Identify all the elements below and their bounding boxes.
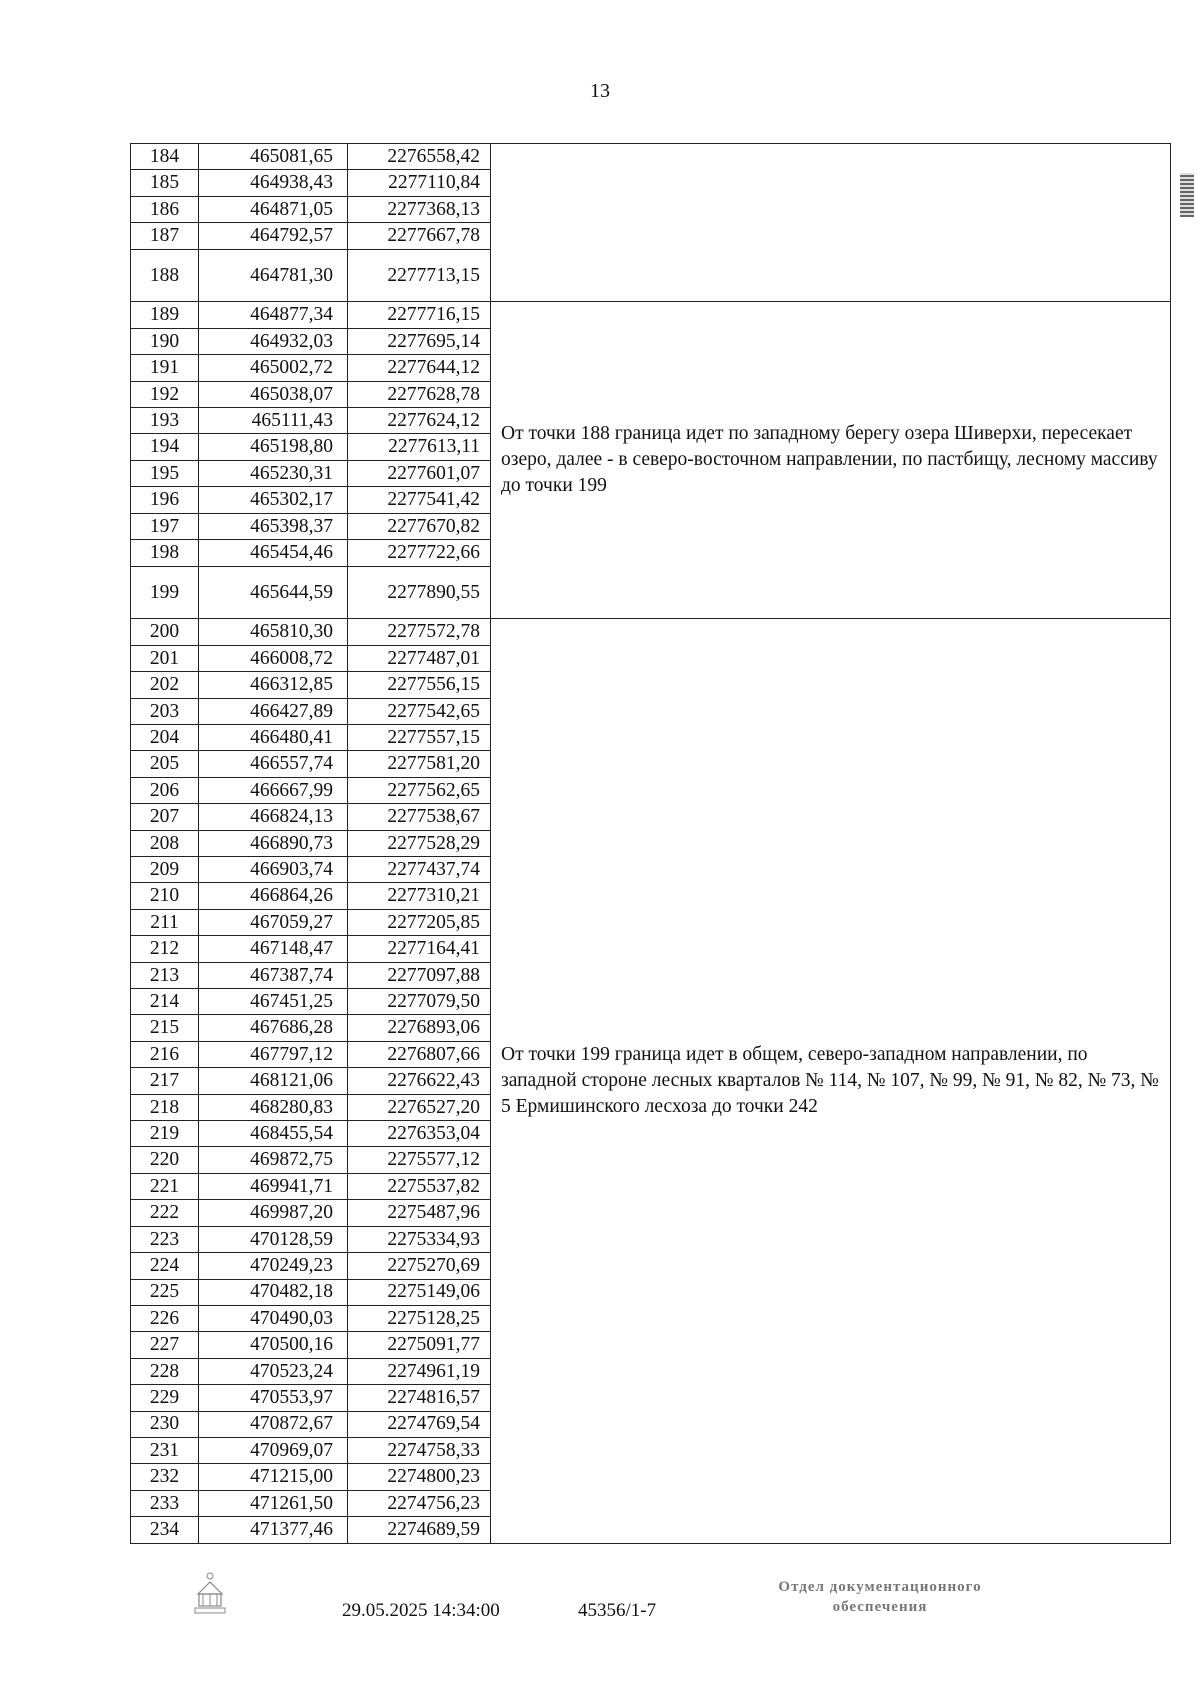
x-coordinate-cell: 466903,74 [199, 857, 348, 883]
y-coordinate-cell: 2274961,19 [348, 1358, 491, 1384]
point-number-cell: 225 [131, 1279, 199, 1305]
y-coordinate-cell: 2277581,20 [348, 751, 491, 777]
x-coordinate-cell: 470523,24 [199, 1358, 348, 1384]
x-coordinate-cell: 469941,71 [199, 1173, 348, 1199]
point-number-cell: 215 [131, 1015, 199, 1041]
x-coordinate-cell: 465644,59 [199, 566, 348, 619]
x-coordinate-cell: 470969,07 [199, 1437, 348, 1463]
y-coordinate-cell: 2276527,20 [348, 1094, 491, 1120]
point-number-cell: 230 [131, 1411, 199, 1437]
y-coordinate-cell: 2276558,42 [348, 144, 491, 170]
point-number-cell: 213 [131, 962, 199, 988]
x-coordinate-cell: 467387,74 [199, 962, 348, 988]
x-coordinate-cell: 470500,16 [199, 1332, 348, 1358]
y-coordinate-cell: 2274689,59 [348, 1517, 491, 1543]
y-coordinate-cell: 2274758,33 [348, 1437, 491, 1463]
y-coordinate-cell: 2276353,04 [348, 1121, 491, 1147]
x-coordinate-cell: 466890,73 [199, 830, 348, 856]
y-coordinate-cell: 2277628,78 [348, 381, 491, 407]
y-coordinate-cell: 2277538,67 [348, 804, 491, 830]
point-number-cell: 189 [131, 302, 199, 328]
x-coordinate-cell: 471215,00 [199, 1464, 348, 1490]
point-number-cell: 197 [131, 513, 199, 539]
x-coordinate-cell: 466824,13 [199, 804, 348, 830]
point-number-cell: 193 [131, 408, 199, 434]
y-coordinate-cell: 2277557,15 [348, 724, 491, 750]
x-coordinate-cell: 464877,34 [199, 302, 348, 328]
point-number-cell: 231 [131, 1437, 199, 1463]
x-coordinate-cell: 470553,97 [199, 1385, 348, 1411]
y-coordinate-cell: 2277890,55 [348, 566, 491, 619]
point-number-cell: 210 [131, 883, 199, 909]
point-number-cell: 196 [131, 487, 199, 513]
y-coordinate-cell: 2277601,07 [348, 460, 491, 486]
point-number-cell: 185 [131, 170, 199, 196]
y-coordinate-cell: 2277164,41 [348, 936, 491, 962]
point-number-cell: 194 [131, 434, 199, 460]
point-number-cell: 191 [131, 355, 199, 381]
point-number-cell: 199 [131, 566, 199, 619]
y-coordinate-cell: 2277716,15 [348, 302, 491, 328]
y-coordinate-cell: 2276807,66 [348, 1041, 491, 1067]
y-coordinate-cell: 2277310,21 [348, 883, 491, 909]
y-coordinate-cell: 2276893,06 [348, 1015, 491, 1041]
coordinates-table [130, 143, 1170, 1543]
point-number-cell: 214 [131, 989, 199, 1015]
x-coordinate-cell: 465038,07 [199, 381, 348, 407]
point-number-cell: 201 [131, 645, 199, 671]
point-number-cell: 203 [131, 698, 199, 724]
y-coordinate-cell: 2277613,11 [348, 434, 491, 460]
y-coordinate-cell: 2277572,78 [348, 619, 491, 645]
point-number-cell: 209 [131, 857, 199, 883]
x-coordinate-cell: 465302,17 [199, 487, 348, 513]
y-coordinate-cell: 2275270,69 [348, 1253, 491, 1279]
y-coordinate-cell: 2275487,96 [348, 1200, 491, 1226]
table-row [131, 144, 1171, 170]
y-coordinate-cell: 2274756,23 [348, 1490, 491, 1516]
table-row [131, 619, 1171, 645]
y-coordinate-cell: 2276622,43 [348, 1068, 491, 1094]
y-coordinate-cell: 2277722,66 [348, 540, 491, 566]
x-coordinate-cell: 470128,59 [199, 1226, 348, 1252]
x-coordinate-cell: 467059,27 [199, 909, 348, 935]
stamp-line-1: Отдел документационного [778, 1579, 982, 1595]
x-coordinate-cell: 465398,37 [199, 513, 348, 539]
y-coordinate-cell: 2274769,54 [348, 1411, 491, 1437]
boundary-description: От точки 188 граница идет по западному берегу озера Шиверхи, пересекает озеро, далее - в северо-восточном направлении, по пастбищу, лесному массиву до точки 199 [491, 302, 1171, 619]
y-coordinate-cell: 2277556,15 [348, 672, 491, 698]
x-coordinate-cell: 471261,50 [199, 1490, 348, 1516]
x-coordinate-cell: 468280,83 [199, 1094, 348, 1120]
boundary-description: От точки 199 граница идет в общем, северо-западном направлении, по западной стороне лесных кварталов № 114, № 107, № 99, № 91, № 82, № 73, № 5 Ермишинского лесхоза до точки 242 [491, 619, 1171, 1543]
x-coordinate-cell: 470490,03 [199, 1305, 348, 1331]
point-number-cell: 187 [131, 223, 199, 249]
y-coordinate-cell: 2277097,88 [348, 962, 491, 988]
point-number-cell: 205 [131, 751, 199, 777]
x-coordinate-cell: 465454,46 [199, 540, 348, 566]
x-coordinate-cell: 465081,65 [199, 144, 348, 170]
footer-doc-number: 45356/1-7 [578, 1600, 657, 1621]
point-number-cell: 207 [131, 804, 199, 830]
y-coordinate-cell: 2274816,57 [348, 1385, 491, 1411]
x-coordinate-cell: 466557,74 [199, 751, 348, 777]
y-coordinate-cell: 2275128,25 [348, 1305, 491, 1331]
table-row [131, 302, 1171, 328]
y-coordinate-cell: 2277670,82 [348, 513, 491, 539]
point-number-cell: 233 [131, 1490, 199, 1516]
page-number: 13 [590, 80, 610, 102]
y-coordinate-cell: 2277528,29 [348, 830, 491, 856]
y-coordinate-cell: 2277079,50 [348, 989, 491, 1015]
y-coordinate-cell: 2277713,15 [348, 249, 491, 302]
y-coordinate-cell: 2275577,12 [348, 1147, 491, 1173]
point-number-cell: 204 [131, 724, 199, 750]
y-coordinate-cell: 2275537,82 [348, 1173, 491, 1199]
point-number-cell: 217 [131, 1068, 199, 1094]
x-coordinate-cell: 466864,26 [199, 883, 348, 909]
point-number-cell: 232 [131, 1464, 199, 1490]
point-number-cell: 224 [131, 1253, 199, 1279]
emblem-logo [190, 1570, 230, 1618]
point-number-cell: 202 [131, 672, 199, 698]
point-number-cell: 227 [131, 1332, 199, 1358]
point-number-cell: 226 [131, 1305, 199, 1331]
x-coordinate-cell: 468455,54 [199, 1121, 348, 1147]
y-coordinate-cell: 2277695,14 [348, 328, 491, 354]
point-number-cell: 219 [131, 1121, 199, 1147]
x-coordinate-cell: 464871,05 [199, 196, 348, 222]
x-coordinate-cell: 470872,67 [199, 1411, 348, 1437]
y-coordinate-cell: 2277205,85 [348, 909, 491, 935]
point-number-cell: 188 [131, 249, 199, 302]
x-coordinate-cell: 464938,43 [199, 170, 348, 196]
x-coordinate-cell: 470482,18 [199, 1279, 348, 1305]
y-coordinate-cell: 2277437,74 [348, 857, 491, 883]
scan-artifact [1180, 173, 1194, 217]
point-number-cell: 211 [131, 909, 199, 935]
x-coordinate-cell: 465002,72 [199, 355, 348, 381]
x-coordinate-cell: 464792,57 [199, 223, 348, 249]
point-number-cell: 218 [131, 1094, 199, 1120]
point-number-cell: 223 [131, 1226, 199, 1252]
x-coordinate-cell: 467797,12 [199, 1041, 348, 1067]
x-coordinate-cell: 466312,85 [199, 672, 348, 698]
y-coordinate-cell: 2277541,42 [348, 487, 491, 513]
x-coordinate-cell: 466008,72 [199, 645, 348, 671]
y-coordinate-cell: 2277624,12 [348, 408, 491, 434]
x-coordinate-cell: 469987,20 [199, 1200, 348, 1226]
point-number-cell: 192 [131, 381, 199, 407]
x-coordinate-cell: 467686,28 [199, 1015, 348, 1041]
x-coordinate-cell: 466480,41 [199, 724, 348, 750]
point-number-cell: 198 [131, 540, 199, 566]
point-number-cell: 222 [131, 1200, 199, 1226]
y-coordinate-cell: 2274800,23 [348, 1464, 491, 1490]
y-coordinate-cell: 2277110,84 [348, 170, 491, 196]
point-number-cell: 216 [131, 1041, 199, 1067]
point-number-cell: 234 [131, 1517, 199, 1543]
x-coordinate-cell: 467451,25 [199, 989, 348, 1015]
x-coordinate-cell: 465230,31 [199, 460, 348, 486]
x-coordinate-cell: 470249,23 [199, 1253, 348, 1279]
point-number-cell: 190 [131, 328, 199, 354]
point-number-cell: 212 [131, 936, 199, 962]
point-number-cell: 221 [131, 1173, 199, 1199]
x-coordinate-cell: 466667,99 [199, 777, 348, 803]
point-number-cell: 206 [131, 777, 199, 803]
x-coordinate-cell: 467148,47 [199, 936, 348, 962]
x-coordinate-cell: 469872,75 [199, 1147, 348, 1173]
x-coordinate-cell: 465111,43 [199, 408, 348, 434]
x-coordinate-cell: 464932,03 [199, 328, 348, 354]
x-coordinate-cell: 471377,46 [199, 1517, 348, 1543]
point-number-cell: 228 [131, 1358, 199, 1384]
boundary-description-continued [491, 144, 1171, 302]
y-coordinate-cell: 2277667,78 [348, 223, 491, 249]
x-coordinate-cell: 465810,30 [199, 619, 348, 645]
y-coordinate-cell: 2277644,12 [348, 355, 491, 381]
point-number-cell: 220 [131, 1147, 199, 1173]
x-coordinate-cell: 466427,89 [199, 698, 348, 724]
y-coordinate-cell: 2275149,06 [348, 1279, 491, 1305]
point-number-cell: 229 [131, 1385, 199, 1411]
y-coordinate-cell: 2275091,77 [348, 1332, 491, 1358]
y-coordinate-cell: 2277368,13 [348, 196, 491, 222]
y-coordinate-cell: 2277487,01 [348, 645, 491, 671]
point-number-cell: 184 [131, 144, 199, 170]
x-coordinate-cell: 465198,80 [199, 434, 348, 460]
x-coordinate-cell: 468121,06 [199, 1068, 348, 1094]
y-coordinate-cell: 2275334,93 [348, 1226, 491, 1252]
point-number-cell: 195 [131, 460, 199, 486]
x-coordinate-cell: 464781,30 [199, 249, 348, 302]
department-stamp [730, 1578, 1030, 1617]
point-number-cell: 186 [131, 196, 199, 222]
point-number-cell: 200 [131, 619, 199, 645]
point-number-cell: 208 [131, 830, 199, 856]
y-coordinate-cell: 2277542,65 [348, 698, 491, 724]
footer-date: 29.05.2025 14:34:00 [342, 1600, 500, 1621]
y-coordinate-cell: 2277562,65 [348, 777, 491, 803]
stamp-line-2: обеспечения [832, 1598, 928, 1615]
